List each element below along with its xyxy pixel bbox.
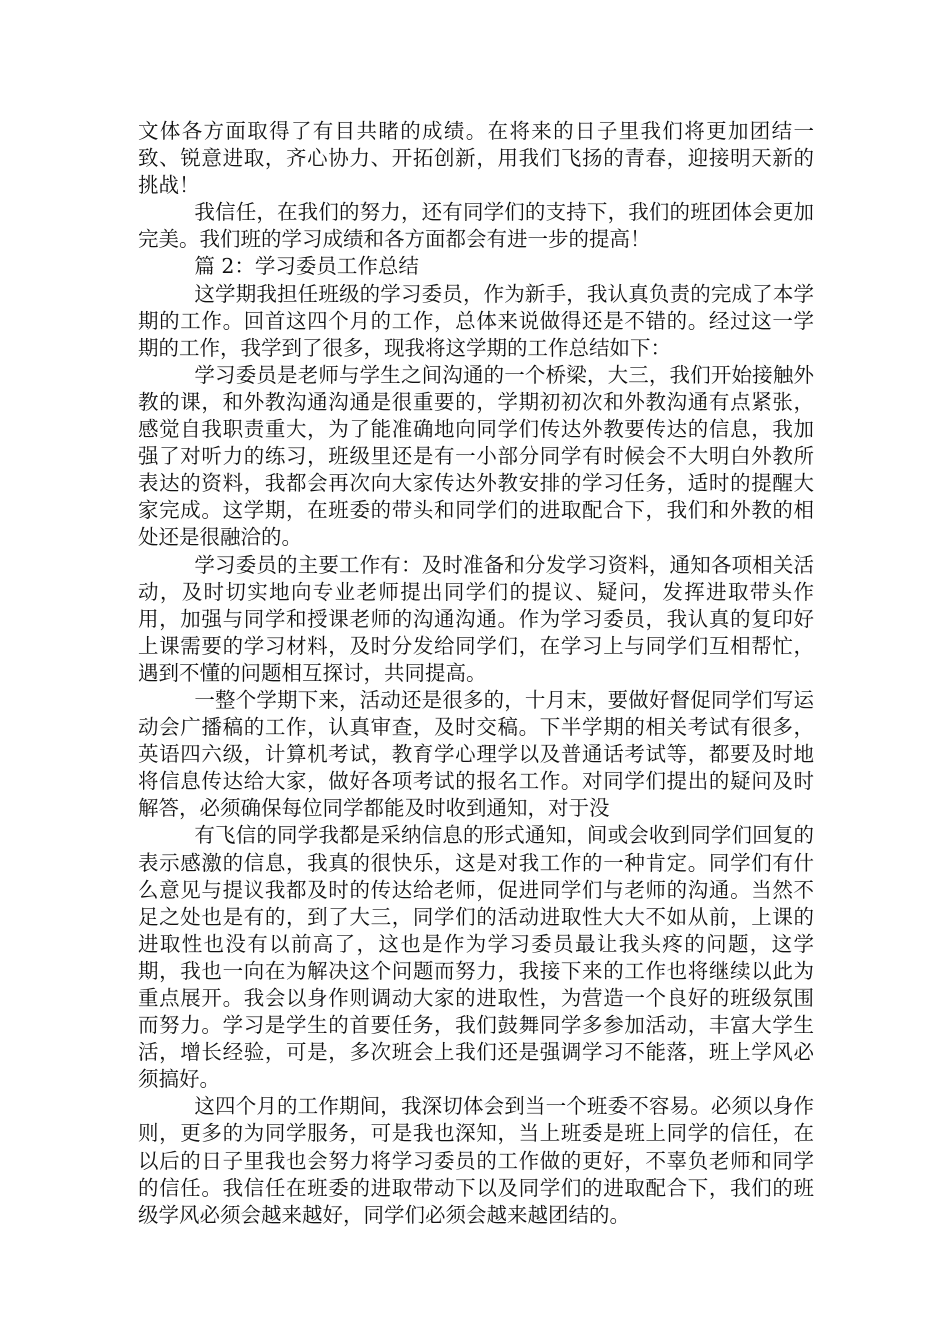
paragraph: 有飞信的同学我都是采纳信息的形式通知，间或会收到同学们回复的表示感激的信息，我真的很快乐，这是对我工作的一种肯定。同学们有什么意见与提议我都及时的传达给老师，促进同学们与老师的沟通。当然不足之处也是有的，到了大三，同学们的活动进取性大大不如从前，上课的进取性也没有以前高了，这也是作为学习委员最让我头疼的问题，这学期，我也一向在为解决这个问题而努力，我接下来的工作也将继续以此为重点展开。我会以身作则调动大家的进取性，为营造一个良好的班级氛围而努力。学习是学生的首要任务，我们鼓舞同学多参加活动，丰富大学生活，增长经验，可是，多次班会上我们还是强调学习不能落，班上学风必须搞好。: [138, 823, 814, 1092]
section-heading: 篇 2：学习委员工作总结: [194, 254, 419, 279]
paragraph: 这学期我担任班级的学习委员，作为新手，我认真负责的完成了本学期的工作。回首这四个月的工作，总体来说做得还是不错的。经过这一学期的工作，我学到了很多，现我将这学期的工作总结如下：: [138, 281, 814, 360]
paragraph: 学习委员的主要工作有：及时准备和分发学习资料，通知各项相关活动，及时切实地向专业老师提出同学们的提议、疑问，发挥进取带头作用，加强与同学和授课老师的沟通沟通。作为学习委员，我认真的复印好上课需要的学习材料，及时分发给同学们，在学习上与同学们互相帮忙，遇到不懂的问题相互探讨，共同提高。: [138, 552, 814, 685]
paragraph: 一整个学期下来，活动还是很多的，十月末，要做好督促同学们写运动会广播稿的工作，认真审查，及时交稿。下半学期的相关考试有很多，英语四六级，计算机考试，教育学心理学以及普通话考试等，都要及时地将信息传达给大家，做好各项考试的报名工作。对同学们提出的疑问及时解答，必须确保每位同学都能及时收到通知，对于没: [138, 687, 814, 821]
paragraph-continuation: 文体各方面取得了有目共睹的成绩。在将来的日子里我们将更加团结一致、锐意进取，齐心协力、开拓创新，用我们飞扬的青春，迎接明天新的挑战！: [138, 119, 814, 198]
paragraph: 我信任，在我们的努力，还有同学们的支持下，我们的班团体会更加完美。我们班的学习成绩和各方面都会有进一步的提高！: [138, 200, 814, 252]
document-page: [138, 118, 814, 1229]
paragraph: 这四个月的工作期间，我深切体会到当一个班委不容易。必须以身作则，更多的为同学服务，可是我也深知，当上班委是班上同学的信任，在以后的日子里我也会努力将学习委员的工作做的更好，不辜负老师和同学的信任。我信任在班委的进取带动下以及同学们的进取配合下，我们的班级学风必须会越来越好，同学们必须会越来越团结的。: [138, 1094, 814, 1227]
paragraph: 学习委员是老师与学生之间沟通的一个桥梁，大三，我们开始接触外教的课，和外教沟通沟通是很重要的，学期初初次和外教沟通有点紧张，感觉自我职责重大，为了能准确地向同学们传达外教要传达的信息，我加强了对听力的练习，班级里还是有一小部分同学有时候会不大明白外教所表达的资料，我都会再次向大家传达外教安排的学习任务，适时的提醒大家完成。这学期，在班委的带头和同学们的进取配合下，我们和外教的相处还是很融洽的。: [138, 362, 814, 550]
